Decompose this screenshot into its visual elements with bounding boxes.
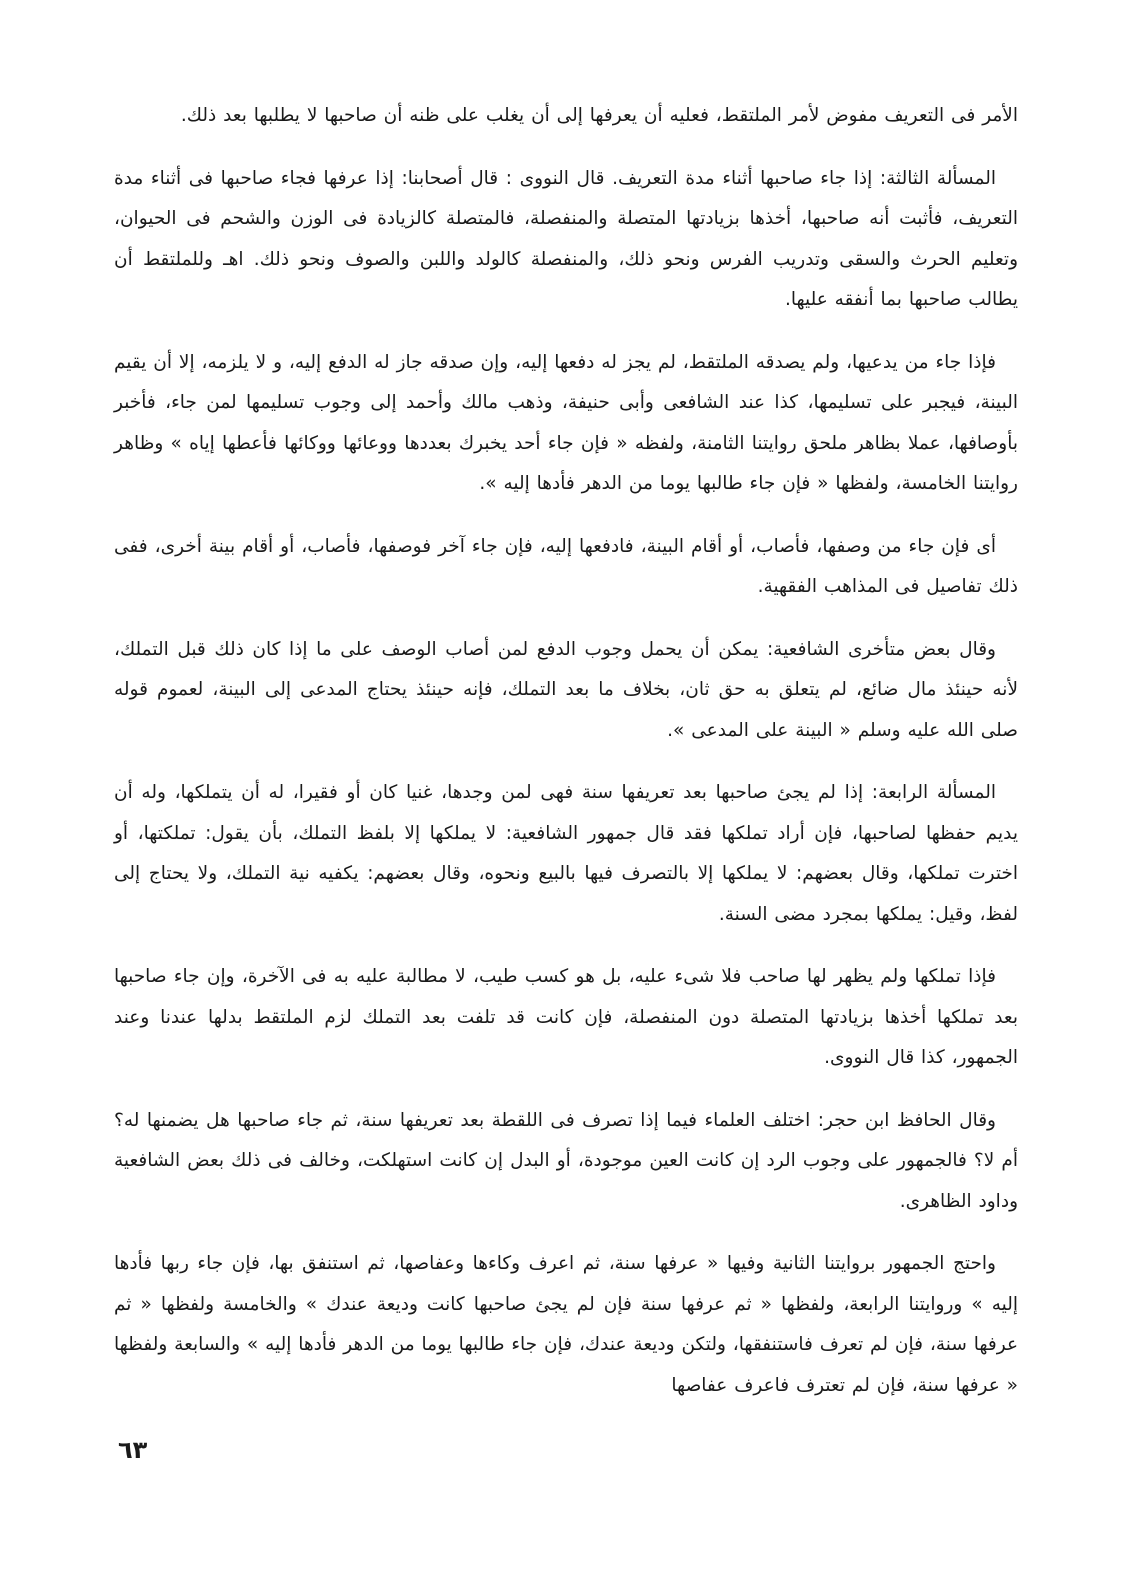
paragraph: أى فإن جاء من وصفها، فأصاب، أو أقام البينة، فادفعها إليه، فإن جاء آخر فوصفها، فأصاب، أو أقام بينة أخرى، ففى ذلك تفاصيل فى المذاهب الفقهية.: [114, 535, 1018, 597]
paragraph: الأمر فى التعريف مفوض لأمر الملتقط، فعليه أن يعرفها إلى أن يغلب على ظنه أن صاحبها لا يطلبها بعد ذلك.: [180, 105, 1018, 126]
page-number: ٦٣: [118, 1436, 148, 1464]
paragraph: وقال الحافظ ابن حجر: اختلف العلماء فيما إذا تصرف فى اللقطة بعد تعريفها سنة، ثم جاء صاحبها هل يضمنها له؟ أم لا؟ فالجمهور على وجوب الرد إن كانت العين موجودة، أو البدل إن كانت استهلكت، وخالف فى ذلك بعض الشافعية وداود الظاهرى.: [114, 1109, 1018, 1212]
paragraph: فإذا تملكها ولم يظهر لها صاحب فلا شىء عليه، بل هو كسب طيب، لا مطالبة عليه به فى الآخرة، وإن جاء صاحبها بعد تملكها أخذها بزيادتها المتصلة دون المنفصلة، فإن كانت قد تلفت بعد التملك لزم الملتقط بدلها عندنا وعند الجمهور، كذا قال النووى.: [114, 966, 1018, 1068]
paragraph: المسألة الثالثة: إذا جاء صاحبها أثناء مدة التعريف. قال النووى : قال أصحابنا: إذا عرفها فجاء صاحبها فى أثناء مدة التعريف، فأثبت أنه صاحبها، أخذها بزيادتها المتصلة والمنفصلة، فالمتصلة كالزيادة فى الوزن والشحم فى الحيوان، وتعليم الحرث والسقى وتدريب الفرس ونحو ذلك، والمنفصلة كالولد واللبن والصوف ونحو ذلك. اهـ وللملتقط أن يطالب صاحبها بما أنفقه عليها.: [114, 167, 1018, 310]
page-body: [114, 96, 1018, 1428]
paragraph: واحتج الجمهور بروايتنا الثانية وفيها « عرفها سنة، ثم اعرف وكاءها وعفاصها، ثم استنفق بها، فإن جاء ربها فأدها إليه » وروايتنا الرابعة، ولفظها « ثم عرفها سنة فإن لم يجئ صاحبها كانت وديعة عندك » والخامسة ولفظها « ثم عرفها سنة، فإن لم تعرف فاستنفقها، ولتكن وديعة عندك، فإن جاء طالبها يوما من الدهر فأدها إليه » والسابعة ولفظها « عرفها سنة، فإن لم تعترف فاعرف عفاصها: [114, 1253, 1018, 1396]
paragraph: وقال بعض متأخرى الشافعية: يمكن أن يحمل وجوب الدفع لمن أصاب الوصف على ما إذا كان ذلك قبل التملك، لأنه حينئذ مال ضائع، لم يتعلق به حق ثان، بخلاف ما بعد التملك، فإنه حينئذ يحتاج المدعى إلى البينة، لعموم قوله صلى الله عليه وسلم « البينة على المدعى ».: [114, 638, 1018, 741]
paragraph: المسألة الرابعة: إذا لم يجئ صاحبها بعد تعريفها سنة فهى لمن وجدها، غنيا كان أو فقيرا، له أن يتملكها، وله أن يديم حفظها لصاحبها، فإن أراد تملكها فقد قال جمهور الشافعية: لا يملكها إلا بلفظ التملك، بأن يقول: تملكتها، أو اخترت تملكها، وقال بعضهم: لا يملكها إلا بالتصرف فيها بالبيع ونحوه، وقال بعضهم: يكفيه نية التملك، ولا يحتاج إلى لفظ، وقيل: يملكها بمجرد مضى السنة.: [114, 782, 1018, 925]
paragraph: فإذا جاء من يدعيها، ولم يصدقه الملتقط، لم يجز له دفعها إليه، وإن صدقه جاز له الدفع إليه، و لا يلزمه، إلا أن يقيم البينة، فيجبر على تسليمها، كذا عند الشافعى وأبى حنيفة، وذهب مالك وأحمد إلى وجوب تسليمها لمن جاء، فأخبر بأوصافها، عملا بظاهر ملحق روايتنا الثامنة، ولفظه « فإن جاء أحد يخبرك بعددها ووعائها ووكائها فأعطها إياه » وظاهر روايتنا الخامسة، ولفظها « فإن جاء طالبها يوما من الدهر فأدها إليه ».: [114, 351, 1018, 494]
